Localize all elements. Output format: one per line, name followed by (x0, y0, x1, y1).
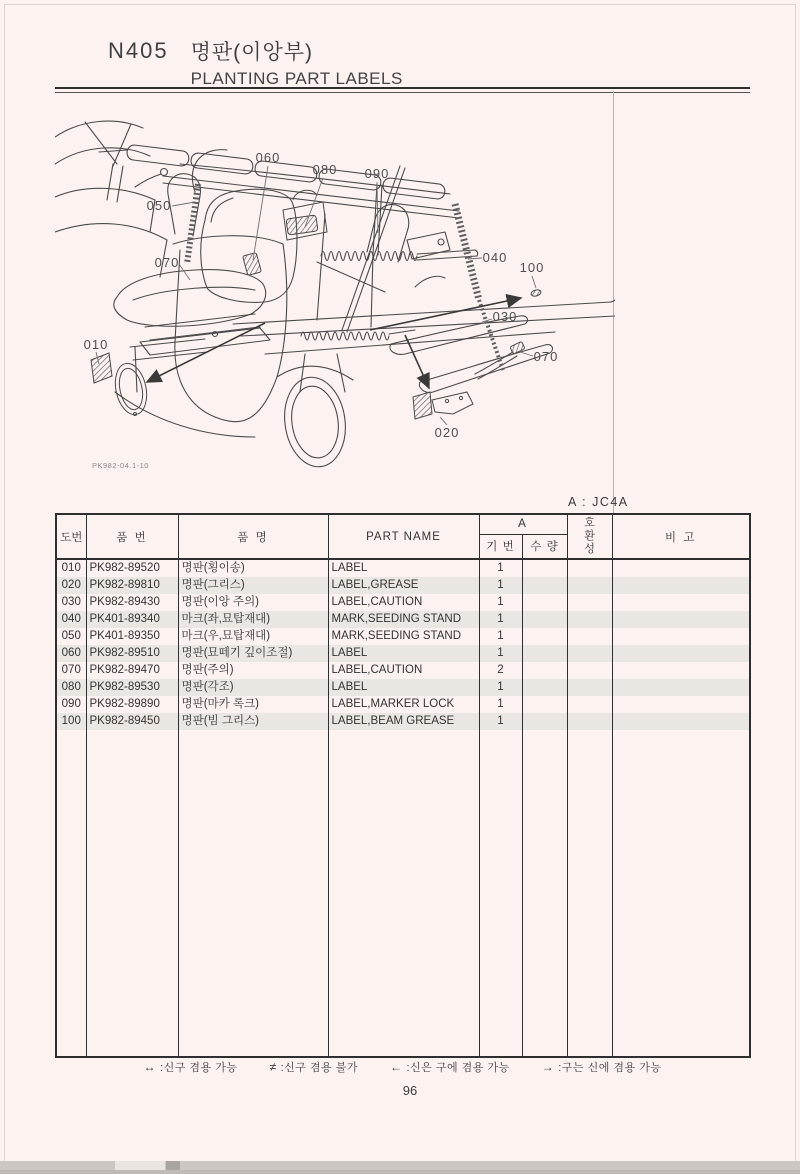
callout-010: 010 (83, 337, 109, 352)
cell-part-name: LABEL (328, 559, 479, 577)
col-header-part-no: 품 번 (86, 514, 178, 559)
table-row (56, 628, 750, 645)
cell-name-ko: 명판(주의) (178, 662, 328, 679)
cell-qty: 2 (479, 662, 522, 679)
callout-020: 020 (434, 425, 460, 440)
cell-part-no: PK982-89520 (86, 559, 178, 577)
legend-text: :신은 구에 겸용 가능 (406, 1062, 510, 1074)
not-equal-icon: ≠ (269, 1060, 277, 1074)
cell-part-no: PK401-89340 (86, 611, 178, 628)
cell-part-name: LABEL,GREASE (328, 577, 479, 594)
seat-cushion (114, 270, 266, 327)
legend-text: :구는 신에 겸용 가능 (558, 1062, 662, 1074)
cell-name-ko: 명판(그리스) (178, 577, 328, 594)
cell-compat (567, 679, 612, 696)
cell-no: 040 (56, 611, 86, 628)
col-header-no: 도번 (56, 514, 86, 559)
cell-qty2 (522, 713, 567, 730)
cell-remarks (612, 713, 750, 730)
table-row (56, 594, 750, 611)
cell-part-no: PK982-89510 (86, 645, 178, 662)
cell-qty: 1 (479, 696, 522, 713)
cell-no: 070 (56, 662, 86, 679)
cell-part-name: LABEL,CAUTION (328, 662, 479, 679)
chain-strips (187, 184, 503, 370)
cell-part-name: LABEL (328, 645, 479, 662)
callout-080: 080 (312, 162, 338, 177)
cell-remarks (612, 611, 750, 628)
table-row (56, 559, 750, 577)
cell-qty2 (522, 594, 567, 611)
callout-040: 040 (482, 250, 508, 265)
col-header-name-ko: 품 명 (178, 514, 328, 559)
callout-090: 090 (364, 166, 390, 181)
cell-remarks (612, 645, 750, 662)
col-header-part-name: PART NAME (328, 514, 479, 559)
cell-compat (567, 611, 612, 628)
right-arrow-icon: → (541, 1060, 555, 1074)
cell-qty2 (522, 611, 567, 628)
cell-qty2 (522, 559, 567, 577)
legend-item (542, 1059, 662, 1075)
table-row (56, 645, 750, 662)
cell-no: 100 (56, 713, 86, 730)
callout-060: 060 (255, 150, 281, 165)
cell-compat (567, 559, 612, 577)
cell-compat (567, 577, 612, 594)
compatibility-legend (55, 1059, 750, 1075)
table-row (56, 662, 750, 679)
callout-070-right: 070 (533, 349, 559, 364)
table-row (56, 679, 750, 696)
page-title-korean: 명판(이앙부) (190, 41, 314, 64)
page-header (108, 36, 403, 89)
cell-no: 020 (56, 577, 86, 594)
col-header-group-a: A (479, 514, 567, 534)
callout-100: 100 (519, 260, 545, 275)
pointer-arrows (147, 298, 521, 388)
part-label-060 (243, 253, 262, 276)
both-ways-arrow-icon: ↔ (143, 1060, 157, 1074)
cell-no: 030 (56, 594, 86, 611)
col-header-remarks: 비 고 (612, 514, 750, 559)
cell-remarks (612, 679, 750, 696)
cell-compat (567, 594, 612, 611)
cell-part-no: PK982-89890 (86, 696, 178, 713)
cell-part-name: MARK,SEEDING STAND (328, 611, 479, 628)
legend-item (144, 1059, 238, 1075)
cell-qty: 1 (479, 628, 522, 645)
left-hoop-handle (168, 174, 201, 236)
part-rod-tip-070 (510, 341, 525, 354)
page-number: 96 (402, 1083, 418, 1098)
table-row (56, 611, 750, 628)
cell-part-no: PK982-89530 (86, 679, 178, 696)
cell-qty: 1 (479, 577, 522, 594)
table-row (56, 713, 750, 730)
cell-compat (567, 696, 612, 713)
cell-part-no: PK982-89810 (86, 577, 178, 594)
cell-part-name: LABEL (328, 679, 479, 696)
legend-item (269, 1059, 358, 1075)
cell-qty2 (522, 628, 567, 645)
cell-qty2 (522, 577, 567, 594)
cell-name-ko: 명판(마카 록크) (178, 696, 328, 713)
cell-remarks (612, 696, 750, 713)
model-applicability: A : JC4A (568, 495, 629, 509)
cell-name-ko: 명판(묘떼기 깊이조절) (178, 645, 328, 662)
cell-name-ko: 마크(좌,묘탑재대) (178, 611, 328, 628)
cell-part-name: MARK,SEEDING STAND (328, 628, 479, 645)
section-code: N405 (108, 38, 169, 63)
cell-qty2 (522, 645, 567, 662)
steering-fender-arc (55, 121, 143, 137)
cell-qty2 (522, 696, 567, 713)
scan-edge-shadow (0, 1170, 800, 1174)
col-header-serial: 기 번 (479, 534, 522, 559)
left-arrow-icon: ← (390, 1060, 403, 1074)
cell-compat (567, 628, 612, 645)
cell-part-no: PK982-89430 (86, 594, 178, 611)
rear-wheel (279, 373, 351, 470)
cell-part-name: LABEL,CAUTION (328, 594, 479, 611)
cell-part-no: PK982-89450 (86, 713, 178, 730)
cell-no: 010 (56, 559, 86, 577)
part-label-010 (91, 353, 112, 383)
table-row (56, 696, 750, 713)
cell-part-name: LABEL,BEAM GREASE (328, 713, 479, 730)
cell-name-ko: 명판(횡이송) (178, 559, 328, 577)
cell-qty: 1 (479, 611, 522, 628)
cell-remarks (612, 577, 750, 594)
cell-name-ko: 명판(빔 그리스) (178, 713, 328, 730)
cell-remarks (612, 594, 750, 611)
cell-no: 050 (56, 628, 86, 645)
cell-part-name: LABEL,MARKER LOCK (328, 696, 479, 713)
cell-no: 060 (56, 645, 86, 662)
part-label-080 (286, 215, 318, 235)
part-clip-100 (530, 289, 541, 297)
col-header-qty: 수 량 (522, 534, 567, 559)
cell-qty: 1 (479, 559, 522, 577)
part-bracket-020 (413, 392, 432, 419)
table-row (56, 577, 750, 594)
cell-qty: 1 (479, 645, 522, 662)
cell-remarks (612, 559, 750, 577)
figure-code: PK982-04.1-10 (92, 461, 149, 470)
cell-compat (567, 662, 612, 679)
cell-qty2 (522, 662, 567, 679)
legend-text: :신구 겸용 가능 (160, 1062, 238, 1074)
cell-remarks (612, 662, 750, 679)
col-header-compat: 호환성 (567, 514, 612, 559)
parts-diagram (55, 92, 615, 496)
cell-qty: 1 (479, 713, 522, 730)
cell-part-no: PK982-89470 (86, 662, 178, 679)
callout-030: 030 (492, 309, 518, 324)
cell-name-ko: 명판(각조) (178, 679, 328, 696)
cell-name-ko: 명판(이앙 주의) (178, 594, 328, 611)
legend-item (390, 1059, 510, 1075)
cell-qty: 1 (479, 594, 522, 611)
cell-remarks (612, 628, 750, 645)
cell-name-ko: 마크(우,묘탑재대) (178, 628, 328, 645)
cell-compat (567, 645, 612, 662)
parts-table (55, 513, 751, 1058)
page-title-english: PLANTING PART LABELS (190, 69, 403, 88)
cell-compat (567, 713, 612, 730)
lower-spring (301, 332, 389, 340)
scan-edge-strip (0, 1161, 800, 1174)
transplanter-drawing (55, 92, 615, 496)
cell-part-no: PK401-89350 (86, 628, 178, 645)
cell-qty2 (522, 679, 567, 696)
cell-no: 080 (56, 679, 86, 696)
legend-text: :신구 겸용 불가 (280, 1062, 358, 1074)
callout-070-left: 070 (154, 255, 180, 270)
table-empty-space (56, 730, 750, 1057)
cell-no: 090 (56, 696, 86, 713)
callout-050: 050 (146, 198, 172, 213)
cell-qty: 1 (479, 679, 522, 696)
seat-back (201, 189, 297, 302)
